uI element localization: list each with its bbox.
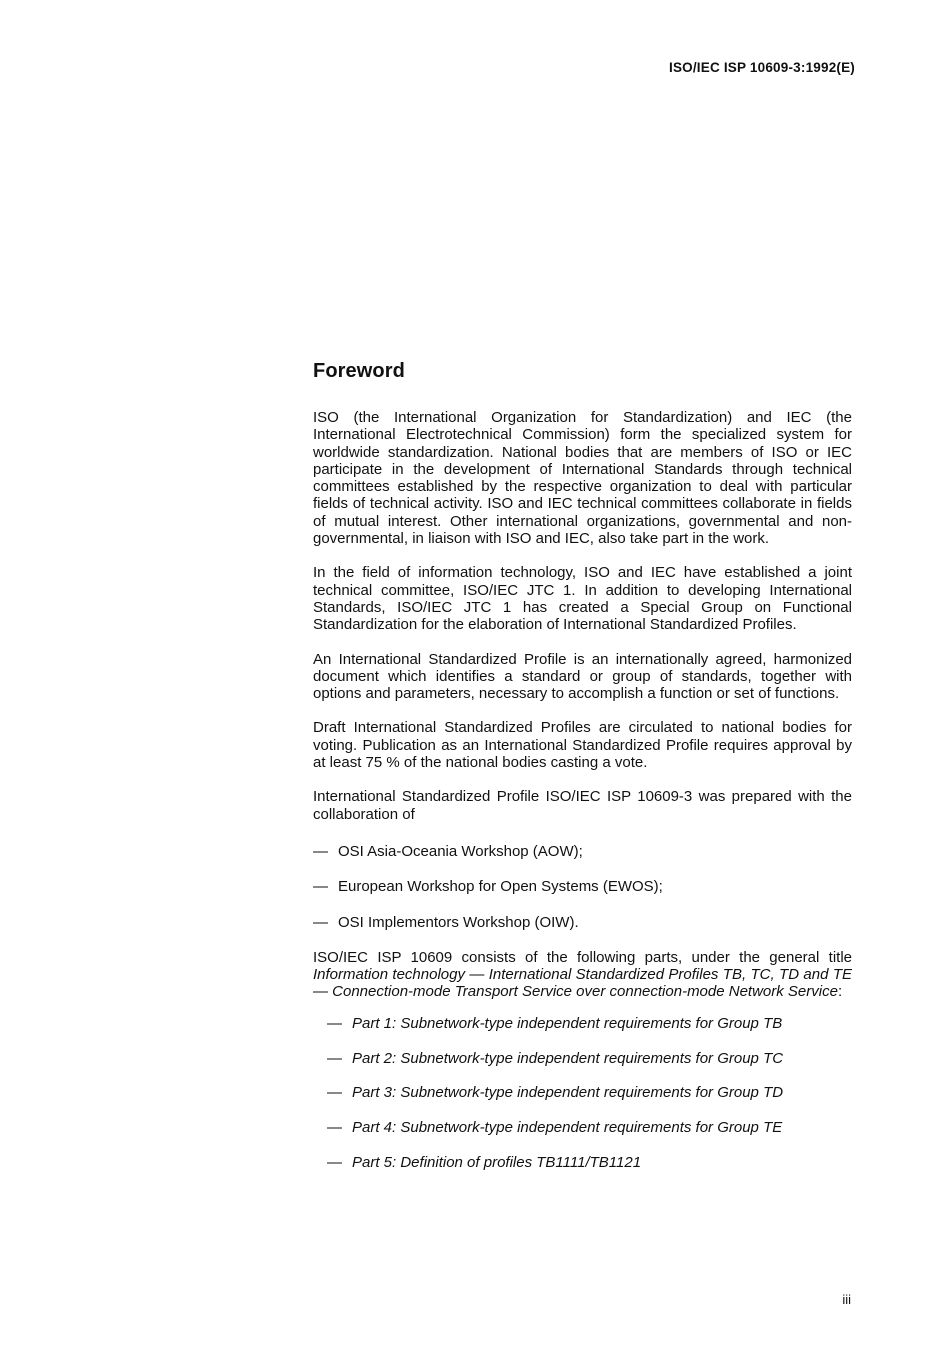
list-item <box>313 914 852 931</box>
list-item <box>313 878 852 895</box>
page-number: iii <box>842 1292 851 1307</box>
paragraph-parts-intro <box>313 949 852 1001</box>
dash-marker: — <box>327 1049 342 1067</box>
dash-marker: — <box>313 842 328 860</box>
dash-marker: — <box>327 1084 342 1102</box>
paragraph-iso-iec: ISO (the International Organization for Standardization) and IEC (the International Electrotechnical Commission) form the specialized system for worldwide standardization. National bodies that are members of ISO or IEC participate in the development of International Standards through technical committees established by the respective organization to deal with particular fields of technical activity. ISO and IEC technical committees collaborate in fields of mutual interest. Other international organizations, governmental and non-governmental, in liaison with ISO and IEC, also take part in the work. <box>313 409 852 548</box>
paragraph-voting: Draft International Standardized Profiles are circulated to national bodies for voting. Publication as an International Standardized Profile requires approval by at least 75 % of the national bodies casting a vote. <box>313 719 852 772</box>
list-item <box>327 1015 852 1032</box>
workshop-list <box>313 843 852 931</box>
workshop-item-oiw: OSI Implementors Workshop (OIW). <box>338 913 579 931</box>
part-item-4: Part 4: Subnetwork-type independent requirements for Group TE <box>352 1119 783 1137</box>
paragraph-jtc1: In the field of information technology, ISO and IEC have established a joint technical committee, ISO/IEC JTC 1. In addition to developing International Standards, ISO/IEC JTC 1 has created a Special Group on Functional Standardization for the elaboration of International Standardized Profiles. <box>313 564 852 634</box>
list-item <box>327 1119 852 1136</box>
list-item <box>313 843 852 860</box>
dash-marker: — <box>327 1119 342 1137</box>
part-item-1: Part 1: Subnetwork-type independent requirements for Group TB <box>352 1014 783 1032</box>
paragraph-collaboration: International Standardized Profile ISO/IEC ISP 10609-3 was prepared with the collaboration of <box>313 788 852 823</box>
parts-intro-trail: : <box>837 983 843 1001</box>
document-id-header: ISO/IEC ISP 10609-3:1992(E) <box>669 60 855 75</box>
part-item-2: Part 2: Subnetwork-type independent requirements for Group TC <box>352 1049 784 1067</box>
part-item-3: Part 3: Subnetwork-type independent requirements for Group TD <box>352 1084 784 1102</box>
parts-list <box>313 1015 852 1171</box>
dash-marker: — <box>327 1153 342 1171</box>
dash-marker: — <box>313 878 328 896</box>
workshop-item-ewos: European Workshop for Open Systems (EWOS); <box>338 878 663 896</box>
list-item <box>327 1154 852 1171</box>
general-title: Information technology — International Standardized Profiles TB, TC, TD and TE — Connection-mode Transport Service over connection-mode Network Service <box>313 966 852 1001</box>
workshop-item-aow: OSI Asia-Oceania Workshop (AOW); <box>338 842 583 860</box>
paragraph-isp-definition: An International Standardized Profile is an internationally agreed, harmonized document which identifies a standard or group of standards, together with options and parameters, necessary to accomplish a function or set of functions. <box>313 650 852 703</box>
parts-intro-lead: ISO/IEC ISP 10609 consists of the following parts, under the general title <box>313 948 852 966</box>
dash-marker: — <box>313 913 328 931</box>
dash-marker: — <box>327 1014 342 1032</box>
list-item <box>327 1050 852 1067</box>
foreword-section <box>313 360 852 1189</box>
list-item <box>327 1084 852 1101</box>
part-item-5: Part 5: Definition of profiles TB1111/TB1121 <box>352 1153 642 1171</box>
page-title: Foreword <box>313 360 405 382</box>
